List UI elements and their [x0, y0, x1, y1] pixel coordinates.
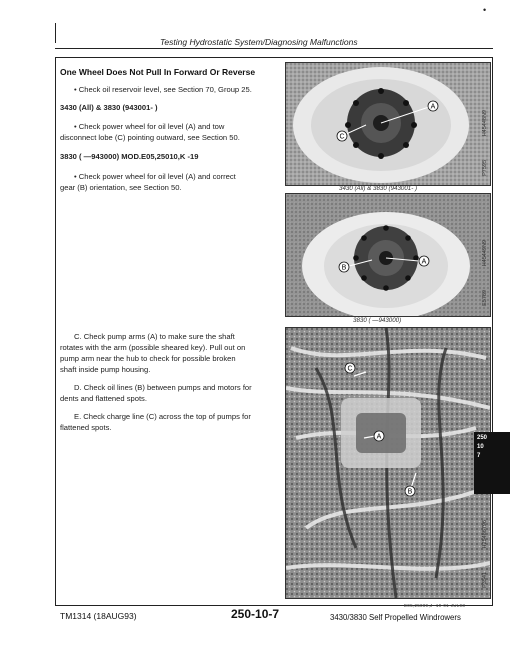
bullet-check-reservoir: • Check oil reservoir level, see Section 70, Group 25. — [74, 85, 252, 94]
svg-text:B: B — [407, 488, 413, 496]
step-c-line1: C. Check pump arms (A) to make sure the shaft — [74, 332, 235, 341]
figure2-code: H45449N9 — [482, 240, 488, 267]
step-c-line3: pump arm near the hub to check for possible broken — [60, 354, 236, 363]
left-column-rule — [55, 57, 56, 605]
figure3-id: P3541 — [482, 572, 488, 588]
figure1-id: P7595 — [482, 160, 488, 176]
footer-manual-id: TM1314 (18AUG93) — [60, 611, 137, 621]
bullet-power-wheel-b2: gear (B) orientation, see Section 50. — [60, 183, 182, 192]
step-e-line1: E. Check charge line (C) across the top of pumps for — [74, 412, 251, 421]
left-margin-rule — [55, 23, 56, 43]
right-frame-rule — [492, 57, 493, 605]
svg-text:A: A — [421, 258, 427, 266]
bullet-power-wheel-a2: disconnect lobe (C) pointing outward, see Section 50. — [60, 133, 240, 142]
figure-power-wheel-3430 — [285, 62, 491, 186]
svg-text:A: A — [430, 103, 436, 111]
top-frame-rule — [55, 57, 493, 58]
footer-reference-code: E05,25089,J -19-01-JUL93 — [404, 603, 466, 608]
svg-text:C: C — [339, 133, 345, 141]
side-tab-line1: 250 — [477, 435, 488, 441]
svg-text:B: B — [341, 264, 347, 272]
step-d-line2: dents and flattened spots. — [60, 394, 147, 403]
figure2-caption: 3830 ( —943000) — [353, 317, 402, 324]
header-rule — [55, 48, 493, 49]
side-tab-line2: 10 — [477, 444, 484, 450]
step-d-line1: D. Check oil lines (B) between pumps and motors for — [74, 383, 252, 392]
figure3-code: H25486796 — [482, 520, 488, 549]
footer-product-title: 3430/3830 Self Propelled Windrowers — [330, 613, 461, 622]
model-heading-3830: 3830 ( —943000) MOD.E05,25010,K -19 — [60, 152, 199, 161]
step-c-line4: shaft inside pump housing. — [60, 365, 151, 374]
footer-page-number: 250-10-7 — [231, 607, 280, 621]
bullet-power-wheel-b1: • Check power wheel for oil level (A) and correct — [74, 172, 236, 181]
figure2-id: E5789 — [482, 290, 488, 306]
svg-text:A: A — [376, 433, 382, 441]
section-side-tab — [474, 432, 510, 494]
corner-mark: • — [483, 5, 487, 15]
model-heading-3430: 3430 (All) & 3830 (943001- ) — [60, 103, 158, 112]
side-tab-line3: 7 — [477, 453, 481, 459]
page-header-title: Testing Hydrostatic System/Diagnosing Malfunctions — [160, 37, 358, 47]
svg-text:C: C — [347, 365, 353, 373]
section-title: One Wheel Does Not Pull In Forward Or Reverse — [60, 67, 256, 77]
step-c-line2: rotates with the arm (possible sheared key). Pull out on — [60, 343, 246, 352]
figure1-code: H45448N9 — [482, 110, 488, 137]
step-e-line2: flattened spots. — [60, 423, 112, 432]
figure1-caption: 3430 (All) & 3830 (943001- ) — [339, 185, 418, 192]
figure-power-wheel-3830 — [285, 193, 491, 317]
figure-pump-assembly — [285, 327, 491, 599]
bullet-power-wheel-a1: • Check power wheel for oil level (A) and tow — [74, 122, 225, 131]
